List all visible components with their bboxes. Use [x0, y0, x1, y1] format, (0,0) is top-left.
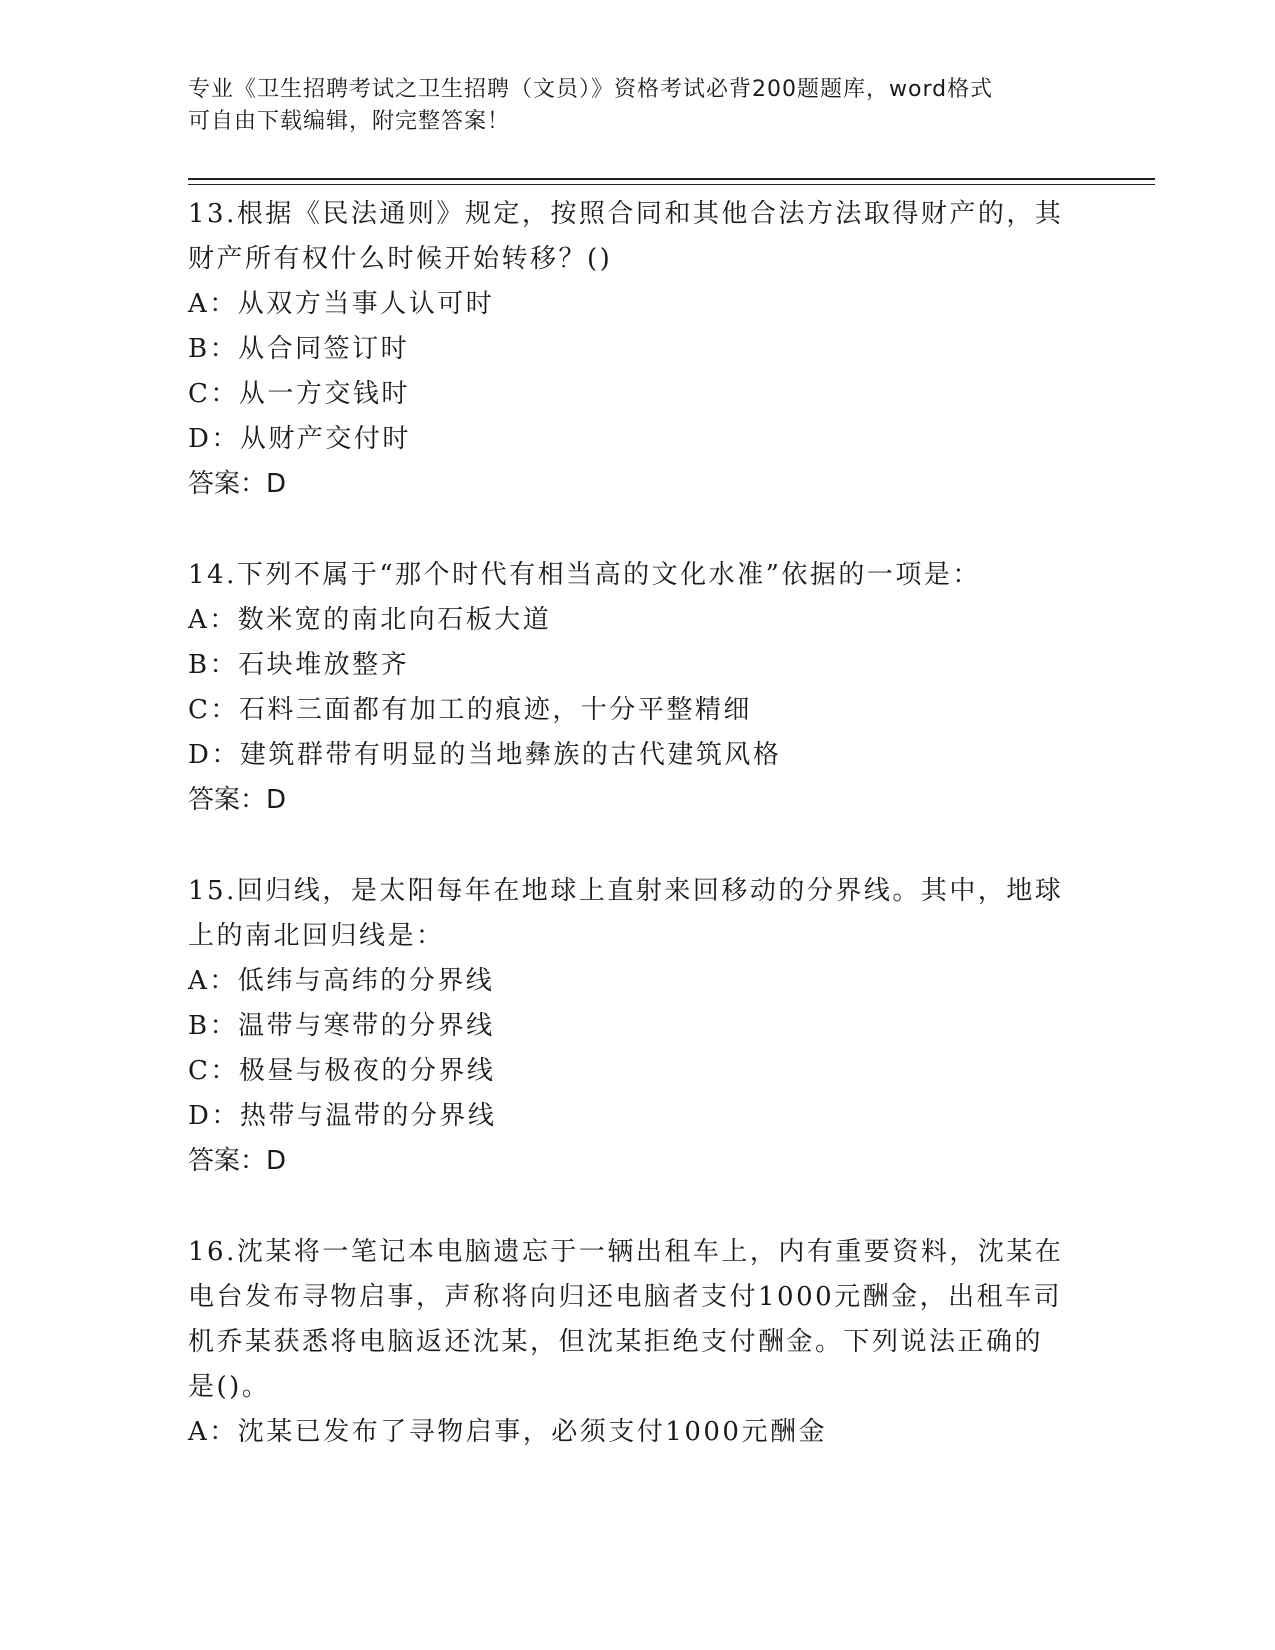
option-b: B：从合同签订时 [188, 334, 410, 364]
question-13 [188, 192, 1088, 507]
question-16 [188, 1230, 1088, 1455]
question-text: 13.根据《民法通则》规定，按照合同和其他合法方法取得财产的，其 财产所有权什么时候开始转移？() [188, 199, 1064, 274]
option-b: B：温带与寒带的分界线 [188, 1011, 495, 1041]
question-text: 16.沈某将一笔记本电脑遗忘于一辆出租车上，内有重要资料，沈某在 电台发布寻物启事，声称将向归还电脑者支付1000元酬金，出租车司 机乔某获悉将电脑返还沈某，但沈某拒绝支付酬金。下列说法正确的 是()。 [188, 1237, 1064, 1402]
answer: 答案：D [188, 469, 287, 499]
option-a: A：沈某已发布了寻物启事，必须支付1000元酬金 [188, 1417, 827, 1447]
question-15 [188, 869, 1088, 1184]
option-b: B：石块堆放整齐 [188, 650, 410, 680]
option-d: D：热带与温带的分界线 [188, 1101, 497, 1131]
question-text: 15.回归线，是太阳每年在地球上直射来回移动的分界线。其中，地球 上的南北回归线是： [188, 876, 1064, 951]
answer: 答案：D [188, 785, 287, 815]
question-list [188, 192, 1088, 1501]
option-d: D：建筑群带有明显的当地彝族的古代建筑风格 [188, 740, 782, 770]
option-c: C：石料三面都有加工的痕迹，十分平整精细 [188, 695, 752, 725]
option-c: C：从一方交钱时 [188, 379, 410, 409]
answer: 答案：D [188, 1146, 287, 1176]
question-text: 14.下列不属于“那个时代有相当高的文化水准”依据的一项是： [188, 560, 981, 590]
option-c: C：极昼与极夜的分界线 [188, 1056, 496, 1086]
option-d: D：从财产交付时 [188, 424, 411, 454]
option-a: A：低纬与高纬的分界线 [188, 966, 495, 996]
option-a: A：数米宽的南北向石板大道 [188, 605, 552, 635]
header-line-1: 专业《卫生招聘考试之卫生招聘（文员）》资格考试必背200题题库，word格式 [188, 77, 994, 102]
header-divider [188, 178, 1155, 185]
question-14 [188, 553, 1088, 823]
document-header [188, 74, 1068, 138]
header-line-2: 可自由下载编辑，附完整答案！ [188, 109, 511, 134]
option-a: A：从双方当事人认可时 [188, 289, 495, 319]
